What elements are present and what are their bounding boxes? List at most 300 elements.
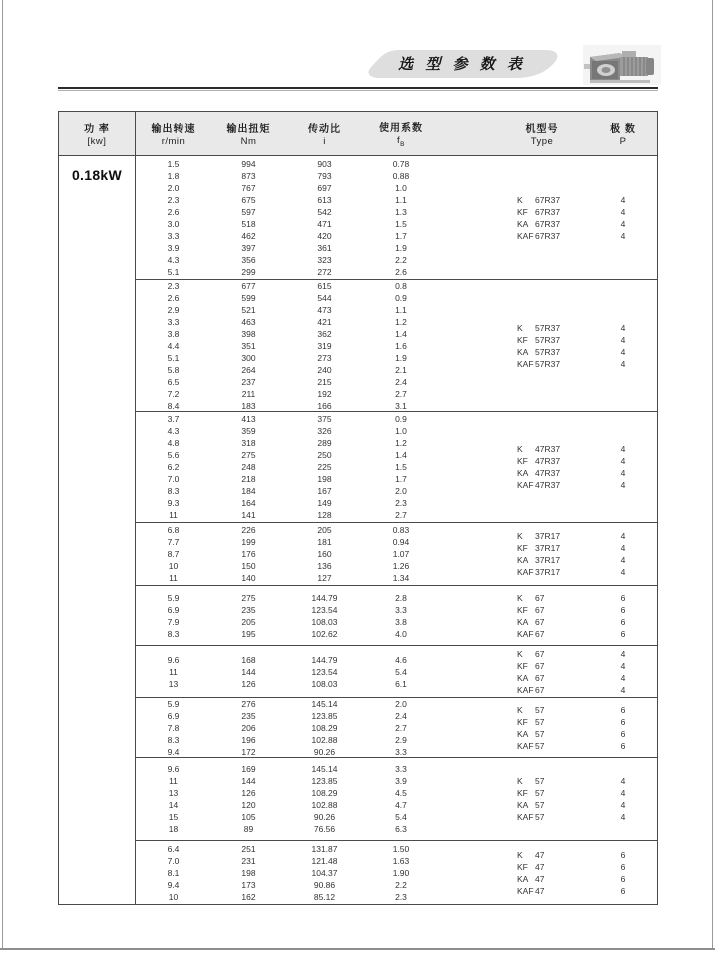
type-cell	[517, 530, 589, 542]
type-suffix: 47	[535, 885, 545, 896]
type-cell	[517, 728, 589, 740]
poles-cell: 6	[620, 728, 626, 739]
table-block	[136, 411, 657, 522]
type-cell	[517, 885, 589, 897]
table-cell: 2.3	[167, 194, 180, 205]
type-row	[517, 530, 657, 542]
type-row	[517, 704, 657, 716]
table-cell: 697	[317, 182, 332, 193]
table-cell: 18	[168, 824, 179, 834]
table-cell: 275	[241, 592, 256, 603]
table-cell: 102.62	[311, 628, 338, 639]
poles-cell: 4	[620, 358, 626, 369]
type-rows	[517, 443, 657, 491]
table-cell: 6.1	[395, 678, 407, 689]
type-suffix: 57	[535, 704, 545, 715]
type-suffix: 67	[535, 648, 545, 659]
type-suffix: 47	[535, 849, 545, 860]
type-row	[517, 443, 657, 455]
table-row	[136, 560, 439, 572]
table-cell: 521	[241, 304, 256, 315]
type-row	[517, 628, 657, 640]
table-cell: 5.8	[167, 364, 180, 375]
table-row	[136, 292, 439, 304]
data-rows	[136, 280, 439, 412]
table-cell: 0.78	[392, 158, 410, 169]
table-cell: 4.3	[167, 254, 180, 265]
type-rows	[517, 648, 657, 696]
table-row	[136, 775, 439, 787]
table-cell: 250	[317, 450, 332, 460]
table-cell: 8.3	[167, 486, 180, 496]
data-rows	[136, 524, 439, 584]
table-cell: 1.5	[395, 462, 407, 472]
table-cell: 1.07	[392, 549, 410, 559]
table-cell: 173	[241, 879, 256, 890]
table-cell: 76.56	[313, 824, 336, 834]
poles-cell: 6	[620, 873, 626, 884]
table-cell: 3.8	[395, 616, 407, 627]
table-cell: 206	[241, 722, 256, 733]
table-header	[59, 112, 657, 156]
table-row	[136, 461, 439, 473]
table-cell: 2.2	[395, 254, 407, 265]
table-row	[136, 266, 439, 278]
table-cell: 6.4	[167, 843, 180, 854]
type-prefix: KA	[517, 555, 529, 565]
table-cell: 2.2	[395, 879, 407, 890]
table-cell: 2.6	[167, 292, 180, 303]
table-row	[136, 678, 439, 690]
table-row	[136, 206, 439, 218]
table-row	[136, 449, 439, 461]
table-cell: 273	[317, 352, 332, 363]
table-cell: 14	[168, 800, 179, 810]
poles-cell: 4	[620, 555, 626, 565]
table-row	[136, 536, 439, 548]
table-cell: 90.26	[313, 746, 336, 757]
table-cell: 542	[317, 206, 332, 217]
type-suffix: 37R17	[535, 531, 561, 541]
type-cell	[517, 322, 589, 334]
table-cell: 145.14	[311, 698, 338, 709]
type-suffix: 47R37	[535, 456, 561, 466]
table-cell: 300	[241, 352, 256, 363]
table-cell: 198	[317, 474, 332, 484]
poles-cell: 6	[620, 861, 626, 872]
type-rows	[517, 592, 657, 640]
type-cell	[517, 616, 589, 628]
type-prefix: KF	[517, 206, 528, 217]
table-cell: 613	[317, 194, 332, 205]
type-prefix: KA	[517, 672, 529, 683]
type-suffix: 47	[535, 861, 545, 872]
table-cell: 226	[241, 525, 256, 535]
table-cell: 8.3	[167, 628, 180, 639]
type-row	[517, 467, 657, 479]
heading-rule	[58, 87, 658, 89]
type-suffix: 47R37	[535, 468, 561, 478]
table-cell: 8.3	[167, 734, 180, 745]
table-cell: 102.88	[311, 734, 338, 745]
table-cell: 108.29	[311, 788, 338, 798]
type-prefix: KF	[517, 543, 528, 553]
type-cell	[517, 861, 589, 873]
type-rows	[517, 849, 657, 897]
table-cell: 11	[169, 510, 178, 520]
table-cell: 1.7	[395, 474, 407, 484]
banner-title: 选 型 参 数 表	[398, 56, 526, 73]
table-cell: 6.3	[395, 824, 407, 834]
data-rows	[136, 654, 439, 690]
data-rows	[136, 158, 439, 278]
poles-cell: 4	[620, 480, 626, 490]
table-cell: 149	[317, 498, 332, 508]
table-row	[136, 616, 439, 628]
table-cell: 108.03	[311, 678, 338, 689]
table-row	[136, 763, 439, 775]
table-cell: 2.0	[395, 486, 407, 496]
table-cell: 2.9	[167, 304, 180, 315]
table-cell: 5.4	[395, 666, 407, 677]
table-cell: 5.1	[167, 352, 180, 363]
table-cell: 903	[317, 158, 332, 169]
table-cell: 362	[317, 328, 332, 339]
table-row	[136, 170, 439, 182]
type-row	[517, 740, 657, 752]
type-prefix: KF	[517, 861, 528, 872]
table-row	[136, 710, 439, 722]
table-cell: 90.86	[313, 879, 336, 890]
poles-cell: 4	[620, 567, 626, 577]
table-cell: 2.7	[395, 722, 407, 733]
table-cell: 198	[241, 867, 256, 878]
table-cell: 1.3	[395, 206, 407, 217]
table-cell: 1.2	[395, 438, 407, 448]
table-row	[136, 698, 439, 710]
type-suffix: 57	[535, 776, 545, 786]
table-cell: 166	[317, 400, 332, 411]
type-prefix: KF	[517, 334, 528, 345]
type-row	[517, 775, 657, 787]
table-cell: 11	[169, 573, 178, 583]
type-cell	[517, 648, 589, 660]
table-cell: 7.9	[167, 616, 180, 627]
table-cell: 6.8	[167, 525, 180, 535]
table-cell: 413	[241, 414, 256, 424]
table-cell: 7.8	[167, 722, 180, 733]
header-type: 机型号 Type	[525, 124, 559, 147]
table-cell: 7.0	[167, 855, 180, 866]
table-cell: 1.26	[392, 561, 410, 571]
poles-cell: 6	[620, 616, 626, 627]
table-cell: 7.7	[167, 537, 180, 547]
table-cell: 1.0	[395, 426, 407, 436]
table-cell: 195	[241, 628, 256, 639]
table-cell: 205	[317, 525, 332, 535]
table-cell: 2.6	[167, 206, 180, 217]
poles-cell: 6	[620, 849, 626, 860]
table-cell: 127	[317, 573, 332, 583]
table-cell: 299	[241, 266, 256, 277]
table-row	[136, 316, 439, 328]
poles-cell: 6	[620, 885, 626, 896]
poles-cell: 4	[620, 468, 626, 478]
type-prefix: K	[517, 704, 523, 715]
table-cell: 323	[317, 254, 332, 265]
poles-cell: 4	[620, 230, 626, 241]
type-prefix: KAF	[517, 628, 534, 639]
header-poles: 极 数 P	[610, 124, 636, 147]
table-cell: 126	[241, 678, 256, 689]
table-cell: 2.3	[167, 280, 180, 291]
type-row	[517, 885, 657, 897]
table-row	[136, 799, 439, 811]
type-cell	[517, 479, 589, 491]
type-row	[517, 604, 657, 616]
type-prefix: KF	[517, 660, 528, 671]
type-row	[517, 849, 657, 861]
type-prefix: K	[517, 592, 523, 603]
table-cell: 9.4	[167, 879, 180, 890]
table-cell: 2.0	[167, 182, 180, 193]
table-block	[136, 840, 657, 904]
type-suffix: 67R37	[535, 206, 561, 217]
table-cell: 351	[241, 340, 256, 351]
table-cell: 462	[241, 230, 256, 241]
header-power: 功 率 [kw]	[59, 112, 136, 155]
table-cell: 326	[317, 426, 332, 436]
table-cell: 398	[241, 328, 256, 339]
table-row	[136, 352, 439, 364]
table-cell: 218	[241, 474, 256, 484]
table-cell: 356	[241, 254, 256, 265]
type-row	[517, 455, 657, 467]
gearmotor-image	[582, 43, 662, 87]
table-cell: 123.54	[311, 666, 338, 677]
table-cell: 375	[317, 414, 332, 424]
type-cell	[517, 811, 589, 823]
type-prefix: KAF	[517, 812, 534, 822]
type-suffix: 67	[535, 616, 545, 627]
page-edge-left	[2, 0, 3, 949]
type-prefix: K	[517, 194, 523, 205]
table-cell: 8.1	[167, 867, 180, 878]
table-cell: 5.6	[167, 450, 180, 460]
type-cell	[517, 542, 589, 554]
table-row	[136, 654, 439, 666]
heading-rule-shadow	[58, 90, 658, 91]
table-cell: 225	[317, 462, 332, 472]
type-row	[517, 787, 657, 799]
selection-parameter-table	[58, 111, 658, 905]
table-cell: 164	[241, 498, 256, 508]
type-row	[517, 322, 657, 334]
type-suffix: 57	[535, 728, 545, 739]
table-cell: 793	[317, 170, 332, 181]
table-cell: 1.1	[395, 194, 407, 205]
poles-cell: 4	[620, 660, 626, 671]
table-cell: 2.8	[395, 592, 407, 603]
table-cell: 123.85	[311, 710, 338, 721]
type-suffix: 67R37	[535, 194, 561, 205]
table-cell: 9.6	[167, 764, 180, 774]
table-row	[136, 746, 439, 758]
type-cell	[517, 604, 589, 616]
table-cell: 4.4	[167, 340, 180, 351]
type-prefix: KF	[517, 716, 528, 727]
table-cell: 3.3	[395, 746, 407, 757]
table-row	[136, 413, 439, 425]
type-prefix: KAF	[517, 567, 534, 577]
table-cell: 275	[241, 450, 256, 460]
type-row	[517, 230, 657, 242]
table-cell: 128	[317, 510, 332, 520]
table-cell: 361	[317, 242, 332, 253]
table-cell: 397	[241, 242, 256, 253]
table-cell: 150	[241, 561, 256, 571]
type-cell	[517, 230, 589, 242]
table-cell: 7.0	[167, 474, 180, 484]
type-cell	[517, 704, 589, 716]
type-cell	[517, 358, 589, 370]
table-cell: 105	[241, 812, 256, 822]
poles-cell: 4	[620, 812, 626, 822]
type-row	[517, 684, 657, 696]
table-cell: 160	[317, 549, 332, 559]
table-cell: 13	[168, 678, 179, 689]
table-cell: 8.7	[167, 549, 180, 559]
table-cell: 3.3	[395, 764, 407, 774]
type-cell	[517, 628, 589, 640]
table-row	[136, 485, 439, 497]
table-cell: 0.9	[395, 414, 407, 424]
table-row	[136, 811, 439, 823]
table-cell: 319	[317, 340, 332, 351]
table-cell: 11	[169, 776, 178, 786]
type-rows	[517, 322, 657, 370]
type-cell	[517, 684, 589, 696]
poles-cell: 4	[620, 334, 626, 345]
type-suffix: 67	[535, 672, 545, 683]
table-cell: 0.83	[392, 525, 410, 535]
poles-cell: 4	[620, 206, 626, 217]
table-cell: 131.87	[311, 843, 338, 854]
type-prefix: KAF	[517, 885, 534, 896]
table-block	[136, 697, 657, 757]
type-prefix: KA	[517, 616, 529, 627]
table-cell: 237	[241, 376, 256, 387]
table-cell: 675	[241, 194, 256, 205]
table-cell: 184	[241, 486, 256, 496]
poles-cell: 4	[620, 194, 626, 205]
poles-cell: 4	[620, 788, 626, 798]
table-cell: 192	[317, 388, 332, 399]
table-cell: 3.8	[167, 328, 180, 339]
type-prefix: K	[517, 776, 523, 786]
type-prefix: KF	[517, 788, 528, 798]
table-cell: 3.7	[167, 414, 180, 424]
table-cell: 5.4	[395, 812, 407, 822]
table-row	[136, 473, 439, 485]
table-cell: 6.9	[167, 710, 180, 721]
table-cell: 473	[317, 304, 332, 315]
table-cell: 162	[241, 891, 256, 902]
table-block	[136, 522, 657, 585]
table-cell: 235	[241, 604, 256, 615]
table-cell: 9.4	[167, 746, 180, 757]
table-blocks	[136, 156, 657, 904]
poles-cell: 4	[620, 218, 626, 229]
type-suffix: 67	[535, 628, 545, 639]
table-cell: 102.88	[311, 800, 338, 810]
table-cell: 1.4	[395, 450, 407, 460]
table-cell: 183	[241, 400, 256, 411]
type-suffix: 67	[535, 660, 545, 671]
table-row	[136, 376, 439, 388]
table-cell: 1.2	[395, 316, 407, 327]
type-cell	[517, 740, 589, 752]
type-row	[517, 479, 657, 491]
type-cell	[517, 775, 589, 787]
table-cell: 168	[241, 654, 256, 665]
table-cell: 359	[241, 426, 256, 436]
poles-cell: 4	[620, 444, 626, 454]
table-cell: 1.9	[395, 352, 407, 363]
table-cell: 5.9	[167, 698, 180, 709]
poles-cell: 4	[620, 776, 626, 786]
table-cell: 1.50	[392, 843, 410, 854]
table-cell: 1.5	[167, 158, 180, 169]
table-row	[136, 548, 439, 560]
header-service-factor: 使用系数 $f_B$	[379, 123, 423, 148]
type-rows	[517, 775, 657, 823]
table-cell: 318	[241, 438, 256, 448]
table-block	[136, 156, 657, 279]
type-prefix: K	[517, 849, 523, 860]
poles-cell: 6	[620, 740, 626, 751]
table-cell: 463	[241, 316, 256, 327]
table-cell: 176	[241, 549, 256, 559]
type-rows	[517, 704, 657, 752]
header-output-torque: 输出扭矩 Nm	[226, 124, 271, 147]
table-cell: 3.3	[395, 604, 407, 615]
type-cell	[517, 467, 589, 479]
table-cell: 4.0	[395, 628, 407, 639]
table-cell: 10	[168, 891, 179, 902]
table-cell: 7.2	[167, 388, 180, 399]
table-row	[136, 340, 439, 352]
table-cell: 1.4	[395, 328, 407, 339]
type-cell	[517, 334, 589, 346]
poles-cell: 6	[620, 628, 626, 639]
table-cell: 123.85	[311, 776, 338, 786]
type-cell	[517, 873, 589, 885]
table-cell: 0.9	[395, 292, 407, 303]
table-row	[136, 572, 439, 584]
type-row	[517, 811, 657, 823]
table-cell: 211	[241, 388, 256, 399]
type-prefix: KA	[517, 218, 529, 229]
type-row	[517, 648, 657, 660]
table-cell: 289	[317, 438, 332, 448]
poles-cell: 4	[620, 543, 626, 553]
table-cell: 121.48	[311, 855, 338, 866]
type-row	[517, 542, 657, 554]
table-row	[136, 823, 439, 835]
table-cell: 1.5	[395, 218, 407, 229]
table-cell: 5.9	[167, 592, 180, 603]
